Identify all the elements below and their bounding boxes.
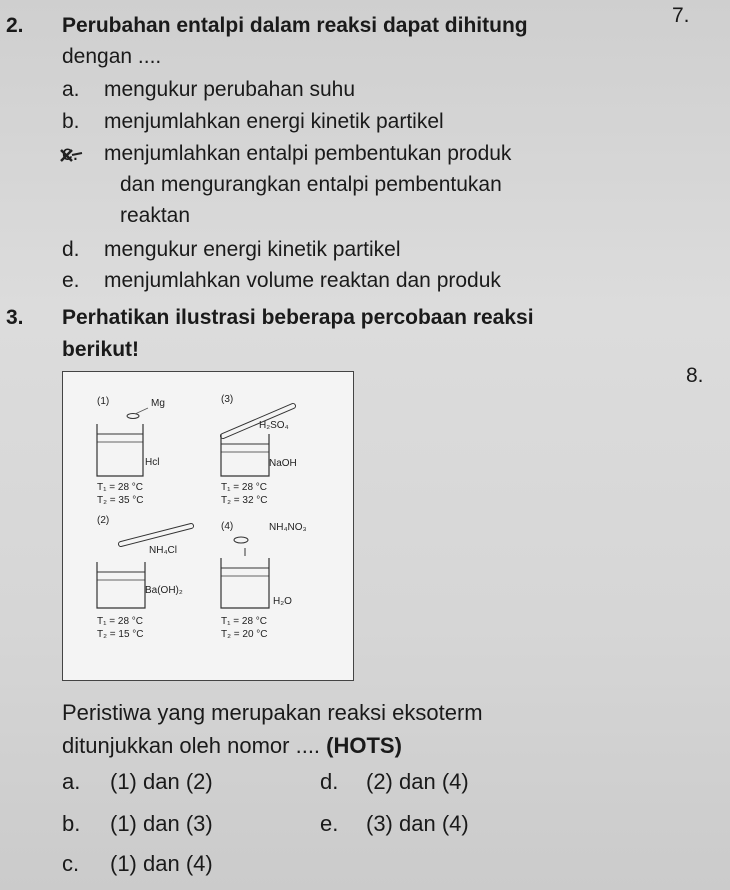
exp1-liquid-label: Hcl — [145, 457, 160, 468]
q2-option-a-letter: a. — [62, 78, 80, 101]
exp2-liquid-label: Ba(OH)₂ — [145, 585, 183, 596]
exp3-number: (3) — [221, 394, 234, 405]
answer-e-text: (3) dan (4) — [366, 811, 469, 836]
corner-mark-7: 7. — [672, 4, 690, 27]
answer-a-letter: a. — [62, 769, 81, 794]
q2-option-c-line3: reaktan — [120, 204, 191, 227]
answer-d-letter: d. — [320, 769, 339, 794]
q2-option-d-text: mengukur energi kinetik partikel — [104, 238, 401, 261]
exp1-label-pointer — [135, 408, 148, 414]
q2-option-b-text: menjumlahkan energi kinetik partikel — [104, 110, 444, 133]
exp2-reagent-label: NH₄Cl — [149, 545, 177, 556]
q3-question-line2: ditunjukkan oleh nomor .... — [62, 733, 327, 758]
answer-check-mark — [58, 146, 88, 166]
q3-number: 3. — [6, 306, 24, 329]
exp4-t1: T₁ = 28 °C — [221, 616, 268, 627]
answer-c-letter: c. — [62, 851, 80, 876]
answer-c-text: (1) dan (4) — [110, 851, 213, 876]
q2-number: 2. — [6, 14, 24, 37]
q2-option-e-text: menjumlahkan volume reaktan dan produk — [104, 269, 501, 292]
exp1-number: (1) — [97, 396, 110, 407]
exp1-beaker — [97, 424, 143, 476]
q3-question-line1: Peristiwa yang merupakan reaksi eksoterm — [62, 700, 483, 725]
answer-d-text: (2) dan (4) — [366, 769, 469, 794]
exp2-t1: T₁ = 28 °C — [97, 616, 144, 627]
exp1-magnesium-piece — [127, 414, 139, 419]
q2-option-c-letter: c. — [62, 142, 79, 165]
exp3-beaker — [221, 434, 269, 476]
q2-option-c-line2: dan mengurangkan entalpi pembentukan — [120, 173, 502, 196]
q3-question-line2-wrap — [62, 733, 402, 759]
corner-mark-8: 8. — [686, 364, 704, 387]
exp1-t2: T₂ = 35 °C — [97, 495, 144, 506]
q2-stem-line1: Perubahan entalpi dalam reaksi dapat dihitung — [62, 14, 528, 37]
exp4-t2: T₂ = 20 °C — [221, 629, 268, 640]
answer-b-letter: b. — [62, 811, 81, 836]
exp3-t2: T₂ = 32 °C — [221, 495, 268, 506]
exp3-liquid-label: NaOH — [269, 458, 297, 469]
exp4-number: (4) — [221, 521, 234, 532]
exp2-number: (2) — [97, 515, 110, 526]
q3-stem-line1: Perhatikan ilustrasi beberapa percobaan reaksi — [62, 306, 534, 329]
experiment-figure — [62, 371, 354, 681]
q2-option-e-letter: e. — [62, 269, 80, 292]
exp2-beaker — [97, 562, 145, 608]
q2-option-d-letter: d. — [62, 238, 80, 261]
q2-option-c-line1: menjumlahkan entalpi pembentukan produk — [104, 142, 512, 165]
q2-stem-line2: dengan .... — [62, 45, 162, 68]
q2-option-a-text: mengukur perubahan suhu — [104, 78, 356, 101]
q2-option-b-letter: b. — [62, 110, 80, 133]
exp4-beaker — [221, 558, 269, 608]
answer-b-text: (1) dan (3) — [110, 811, 213, 836]
exp2-t2: T₂ = 15 °C — [97, 629, 144, 640]
q3-stem-line2: berikut! — [62, 338, 140, 361]
exp4-liquid-label: H₂O — [273, 596, 292, 607]
answer-e-letter: e. — [320, 811, 339, 836]
exp2-spatula — [121, 526, 191, 544]
exp3-reagent-label: H₂SO₄ — [259, 420, 289, 431]
exp4-crystal-piece — [234, 537, 248, 543]
exp1-t1: T₁ = 28 °C — [97, 482, 144, 493]
hots-label: (HOTS) — [326, 733, 402, 758]
exp1-reagent-label: Mg — [151, 398, 165, 409]
exp4-reagent-label: NH₄NO₃ — [269, 522, 307, 533]
exp3-t1: T₁ = 28 °C — [221, 482, 268, 493]
answer-a-text: (1) dan (2) — [110, 769, 213, 794]
